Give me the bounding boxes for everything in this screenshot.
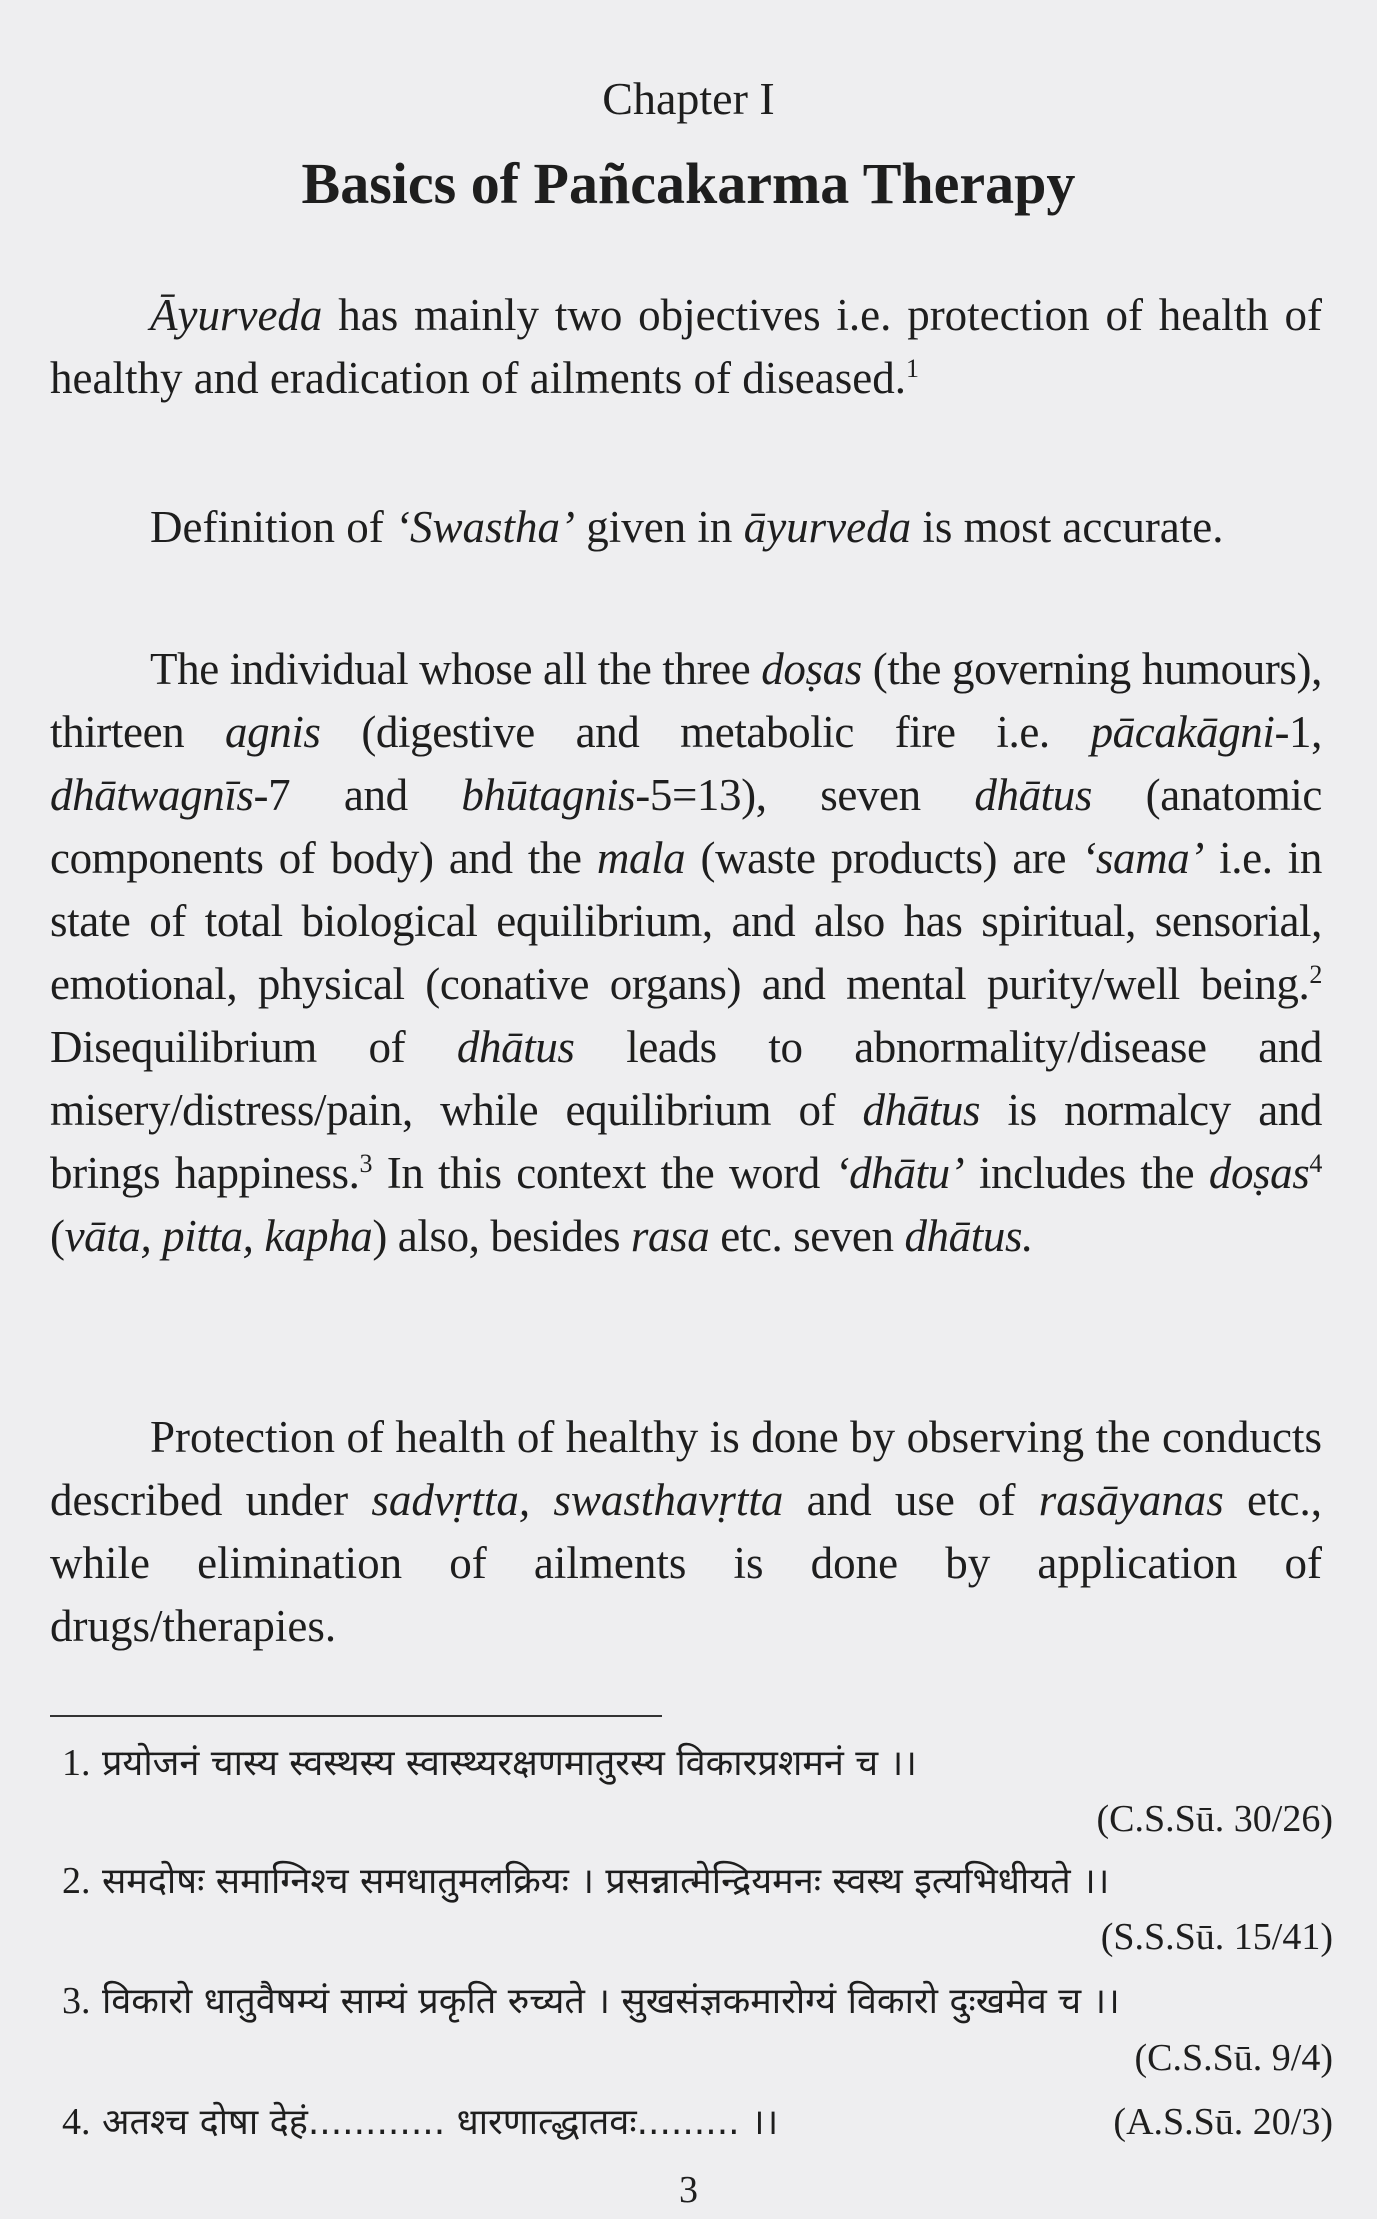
footnote-ref-3: 3 [359,1149,373,1178]
footnote-2-reference: (S.S.Sū. 15/41) [1100,1916,1333,1958]
footnote-2: 2. समदोषः समाग्निश्च समधातुमलक्रियः । प्रसन्नात्मेन्द्रियमनः स्वस्थ इत्यभिधीयते ।। [62,1860,1110,1902]
paragraph-definition: Definition of ‘Swastha’ given in āyurveda is most accurate. [150,502,1224,552]
page-number: 3 [679,2169,698,2211]
footnote-3-reference: (C.S.Sū. 9/4) [1134,2037,1333,2079]
footnote-ref-1: 1 [905,354,919,383]
footnote-ref-4: 4 [1309,1149,1322,1178]
paragraph-swastha-description: The individual whose all the three doṣas (the governing humours), thirteen agnis (digestive and metabolic fire i.e. pācakāgni-1, dhātwagnīs-7 and bhūtagnis-5=13), seven dhātus (anatomic components of body) and the mala (waste products) are ‘sama’ i.e. in state of total biological equilibrium, and also has spiritual, sensorial, emotional, physical (conative organs) and mental purity/well being.$^2$ Disequilibrium of dhātus leads to abnormality/disease and misery/distress/pain, while equilibrium of dhātus is normalcy and brings happiness.$^3$ In this context the word ‘dhātu’ includes the doṣas$^4$ (vāta, pitta, kapha) also, besides rasa etc. seven dhātus. [50,644,1322,1261]
footnote-4: 4. अतश्च दोषा देहं............ धारणात्द्धातवः......... ।। [62,2101,779,2143]
footnote-1-reference: (C.S.Sū. 30/26) [1096,1798,1333,1840]
footnote-ref-2: 2 [1309,960,1322,989]
chapter-label: Chapter I [602,73,775,124]
paragraph-protection: Protection of health of healthy is done by observing the conducts described under sadvṛtta, swasthavṛtta and use of rasāyanas etc., while elimination of ailments is done by application of drugs/therapies. [50,1412,1322,1651]
footnote-divider [50,1715,662,1717]
footnote-1: 1. प्रयोजनं चास्य स्वस्थस्य स्वास्थ्यरक्षणमातुरस्य विकारप्रशमनं च ।। [62,1742,917,1784]
paragraph-objectives: Āyurveda has mainly two objectives i.e. protection of health of healthy and eradication of ailments of diseased.$^1$ [50,290,1322,403]
footnote-3: 3. विकारो धातुवैषम्यं साम्यं प्रकृति रुच्यते । सुखसंज्ञकमारोग्यं विकारो दुःखमेव च ।। [62,1980,1120,2022]
footnote-4-reference: (A.S.Sū. 20/3) [1113,2101,1333,2143]
chapter-title: Basics of Pañcakarma Therapy [301,151,1076,216]
